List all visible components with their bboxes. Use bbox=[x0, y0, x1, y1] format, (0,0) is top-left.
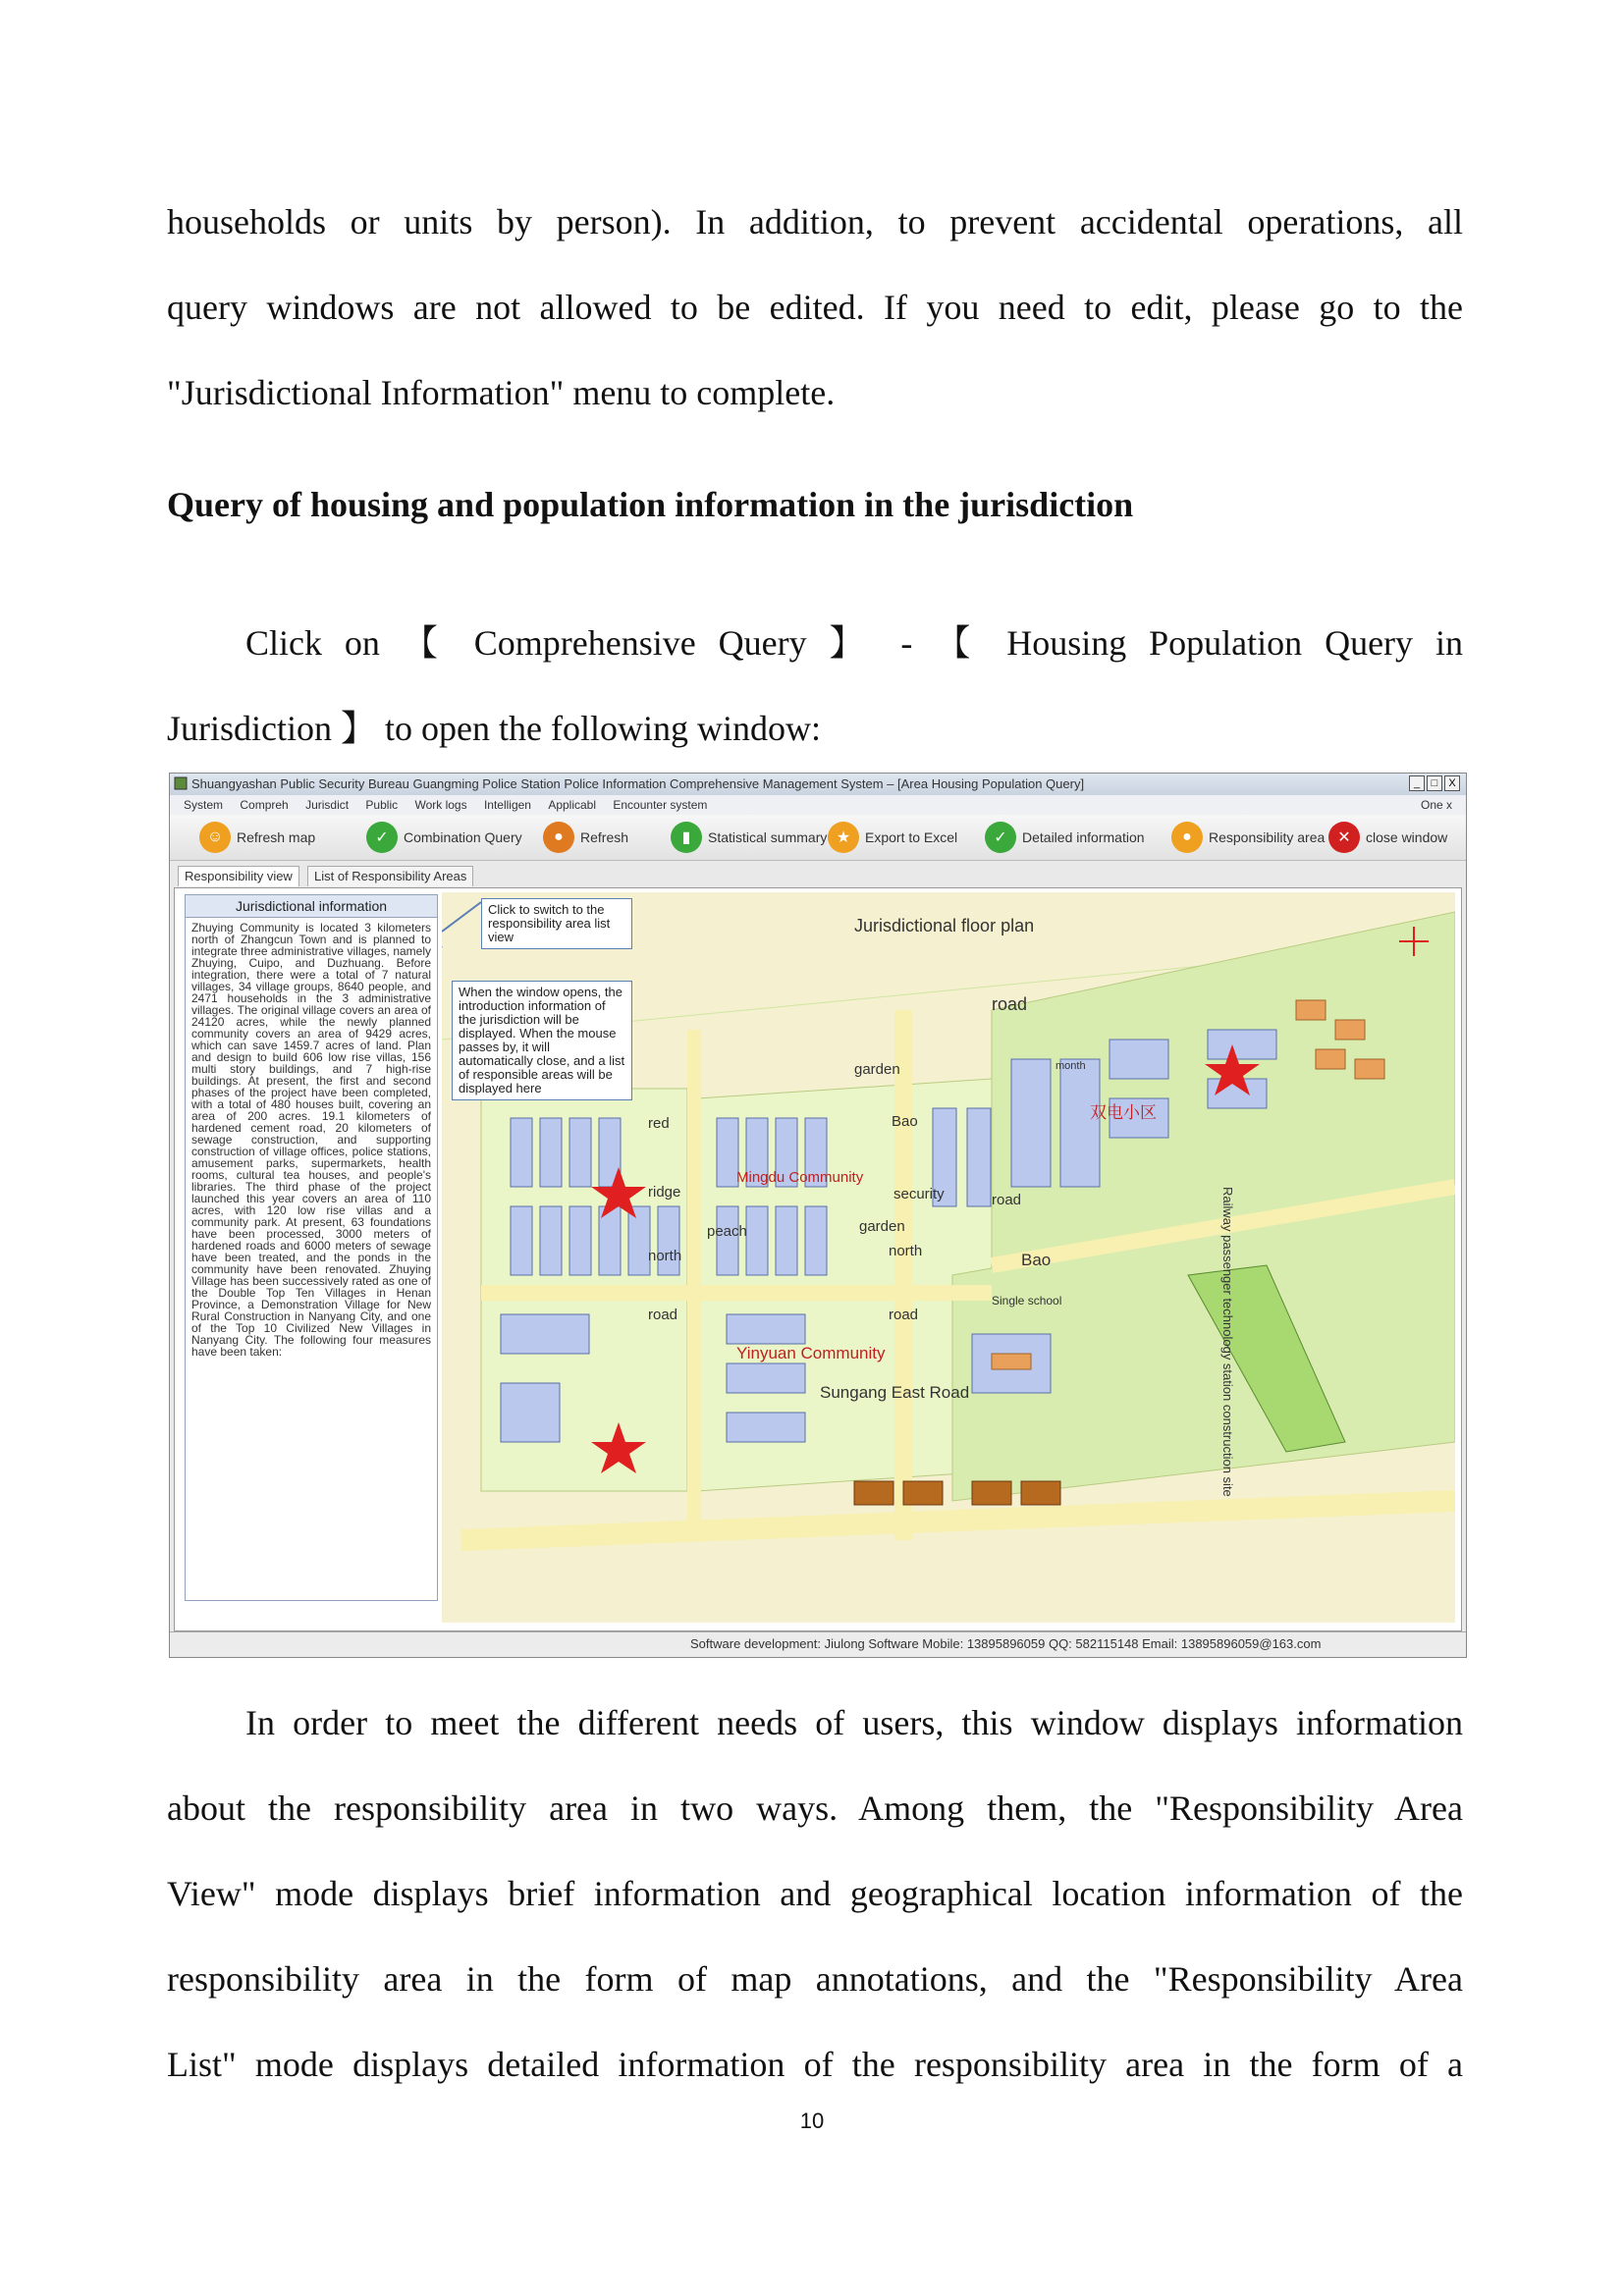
refresh-icon: ● bbox=[543, 822, 574, 853]
window-controls bbox=[1409, 775, 1460, 791]
button-label: Refresh map bbox=[237, 829, 316, 845]
menu-bar bbox=[170, 795, 1466, 815]
map-label: north bbox=[889, 1243, 923, 1259]
paragraph-intro bbox=[167, 180, 1463, 436]
text-line: query windows are not allowed to be edited. If you need to edit, please go to the bbox=[167, 288, 1463, 327]
switch-view-callout: Click to switch to the responsibility area list view bbox=[481, 898, 632, 949]
map-label: Railway passenger technology station construction site bbox=[1220, 1187, 1235, 1497]
text-line: Jurisdiction 】 to open the following window: bbox=[167, 709, 821, 748]
community-label: Yinyuan Community bbox=[736, 1344, 886, 1362]
application-window-screenshot bbox=[169, 773, 1467, 1658]
jurisdiction-description: Zhuying Community is located 3 kilometers north of Zhangcun Town and is planned to integrate three administrative villages, namely Zhuying, Cuipo, and Duzhuang. Before integration, there were a total of 7 natural villages, 34 village groups, 8640 people, and 2471 households in the 3 administrative villages. The original village covers an area of 24120 acres, while the newly planned community covers an area of 9429 acres, which can save 1459.7 acres of land. Plan and design to build 606 low rise villas, 156 multi story buildings, and 7 high-rise buildings. At present, the first and second phases of the project have been completed, with a total of 480 houses built, covering an area of 200 acres. 19.1 kilometers of hardened cement road, 20 kilometers of sewage construction, and supporting construction of village offices, police stations, amusement parks, supermarkets, health rooms, cultural tea houses, and people's libraries. The third phase of the project launched this year covers an area of 110 acres, with 120 low rise villas and a community park. At present, 63 foundations have been processed, 3000 meters of hardened roads and 6000 meters of sewage have been treated, and the ponds in the community have been renovated. Zhuying Village has been successively rated as one of the Double Top Ten Villages in Henan Province, a Demonstration Village for New Rural Construction in Nanyang City, and one of the Top 10 Civilized New Villages in Nanyang City. The following four measures have been taken: bbox=[191, 921, 431, 1359]
button-label: close window bbox=[1366, 829, 1448, 845]
details-icon: ✓ bbox=[985, 822, 1016, 853]
menu-jurisdiction[interactable]: Jurisdict bbox=[305, 798, 350, 812]
menu-work-logs[interactable]: Work logs bbox=[414, 798, 467, 812]
button-label: Statistical summary bbox=[708, 829, 828, 845]
map-label: red bbox=[648, 1115, 670, 1132]
section-heading: Query of housing and population information in the jurisdiction bbox=[167, 485, 1134, 524]
map-label: security bbox=[893, 1186, 945, 1202]
text-line: View" mode displays brief information and geographical location information of the bbox=[167, 1874, 1463, 1913]
menu-applicable[interactable]: Applicabl bbox=[548, 798, 597, 812]
community-label: Mingdu Community bbox=[736, 1169, 864, 1186]
responsibility-icon: ● bbox=[1171, 822, 1203, 853]
close-window-toolbar-button[interactable] bbox=[1328, 821, 1447, 854]
text-line: responsibility area in the form of map annotations, and the "Responsibility Area bbox=[167, 1959, 1463, 1999]
map-label: road bbox=[889, 1307, 919, 1323]
window-title: Shuangyashan Public Security Bureau Guangming Police Station Police Information Comprehensive Management System – [Area Housing Population Query] bbox=[191, 776, 1085, 791]
menu-encounter-system[interactable]: Encounter system bbox=[613, 798, 708, 812]
window-titlebar bbox=[170, 774, 1466, 795]
map-label: road bbox=[992, 994, 1028, 1014]
text-line: households or units by person). In addition, to prevent accidental operations, all bbox=[167, 202, 1463, 241]
status-bar bbox=[170, 1631, 1466, 1656]
page-number: 10 bbox=[799, 2109, 825, 2133]
text-line: List" mode displays detailed information of the responsibility area in the form of a bbox=[167, 2045, 1463, 2084]
tab-responsibility-list[interactable]: List of Responsibility Areas bbox=[307, 866, 473, 886]
map-title: Jurisdictional floor plan bbox=[854, 916, 1035, 935]
jurisdiction-map[interactable] bbox=[442, 892, 1455, 1623]
app-icon bbox=[174, 776, 188, 790]
map-label: Bao bbox=[1021, 1251, 1052, 1269]
menu-comprehensive[interactable]: Compreh bbox=[240, 798, 289, 812]
text-line: In order to meet the different needs of users, this window displays information bbox=[245, 1703, 1463, 1742]
detailed-information-button[interactable] bbox=[985, 821, 1145, 854]
jurisdiction-info-panel bbox=[185, 894, 438, 1601]
button-label: Refresh bbox=[580, 829, 629, 845]
map-label: Sungang East Road bbox=[820, 1383, 970, 1402]
smiley-icon: ☺ bbox=[199, 822, 231, 853]
intro-callout: When the window opens, the introduction information of the jurisdiction will be displayed. When the mouse passes by, it will automatically close, and a list of responsible areas will be displayed here bbox=[452, 981, 632, 1100]
export-icon: ★ bbox=[828, 822, 859, 853]
menu-right-text: One x bbox=[1420, 798, 1452, 812]
button-label: Export to Excel bbox=[865, 829, 958, 845]
map-label: peach bbox=[707, 1223, 747, 1240]
map-label: garden bbox=[854, 1061, 900, 1078]
button-label: Responsibility area bbox=[1209, 829, 1326, 845]
close-icon: ✕ bbox=[1328, 822, 1360, 853]
export-excel-button[interactable] bbox=[828, 821, 957, 854]
text-line: about the responsibility area in two ways. Among them, the "Responsibility Area bbox=[167, 1789, 1463, 1828]
refresh-map-button[interactable] bbox=[199, 821, 315, 854]
responsibility-area-button[interactable] bbox=[1171, 821, 1325, 854]
menu-system[interactable]: System bbox=[184, 798, 224, 812]
statistics-icon: ▮ bbox=[671, 822, 702, 853]
menu-intelligence[interactable]: Intelligen bbox=[483, 798, 531, 812]
status-text: Software development: Jiulong Software Mobile: 13895896059 QQ: 582115148 Email: 13895896059@163.com bbox=[690, 1636, 1322, 1651]
map-label: road bbox=[648, 1307, 678, 1323]
content-area bbox=[174, 887, 1462, 1631]
map-label: Single school bbox=[992, 1294, 1062, 1308]
text-line: "Jurisdictional Information" menu to complete. bbox=[167, 373, 836, 412]
statistical-summary-button[interactable] bbox=[671, 821, 827, 854]
panel-title: Jurisdictional information bbox=[186, 895, 437, 918]
map-label: ridge bbox=[648, 1184, 681, 1201]
paragraph-instructions bbox=[167, 601, 1463, 772]
toolbar bbox=[170, 815, 1466, 861]
tab-responsibility-view[interactable]: Responsibility view bbox=[178, 866, 299, 886]
view-tabs bbox=[170, 862, 1466, 887]
map-label: Bao bbox=[892, 1113, 918, 1130]
community-label: 双电小区 bbox=[1090, 1103, 1157, 1122]
refresh-button[interactable] bbox=[543, 821, 628, 854]
paragraph-explanation bbox=[167, 1681, 1463, 2108]
map-label: garden bbox=[859, 1218, 905, 1235]
text-line: Click on 【 Comprehensive Query 】 - 【 Housing Population Query in bbox=[245, 623, 1463, 663]
minimize-button[interactable]: _ bbox=[1409, 775, 1425, 791]
map-label: road bbox=[992, 1192, 1022, 1208]
menu-public[interactable]: Public bbox=[365, 798, 399, 812]
close-window-button[interactable]: X bbox=[1444, 775, 1460, 791]
combination-query-button[interactable] bbox=[366, 821, 522, 854]
maximize-button[interactable]: □ bbox=[1427, 775, 1442, 791]
button-label: Combination Query bbox=[404, 829, 522, 845]
map-label: north bbox=[648, 1248, 682, 1264]
button-label: Detailed information bbox=[1022, 829, 1145, 845]
combination-icon: ✓ bbox=[366, 822, 398, 853]
map-label: month bbox=[1056, 1060, 1086, 1072]
